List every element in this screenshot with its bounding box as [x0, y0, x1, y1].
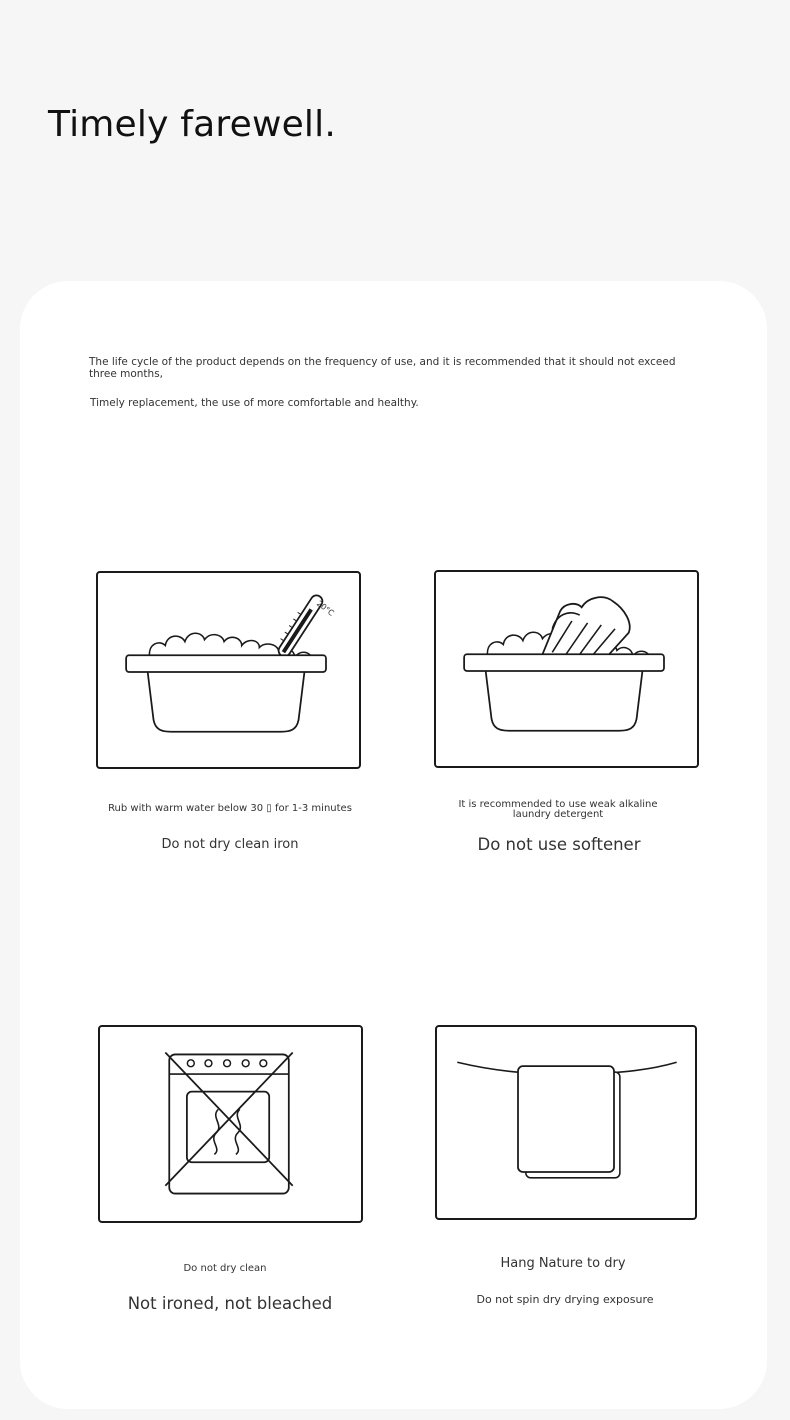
caption-do-not-use-softener: Do not use softener	[477, 835, 641, 854]
line-dry-icon	[435, 1025, 697, 1220]
caption-do-not-dry-clean: Do not dry clean	[183, 1263, 267, 1274]
basin-hand-wash-icon	[434, 570, 699, 768]
caption-do-not-spin-dry: Do not spin dry drying exposure	[476, 1293, 654, 1306]
intro-text-lifecycle: The life cycle of the product depends on the frequency of use, and it is recommended that it should not exceed three months,	[89, 356, 676, 380]
caption-detergent-recommendation: It is recommended to use weak alkaline laundry detergent	[458, 799, 658, 820]
thermometer-label: 20°C	[314, 598, 336, 618]
intro-text-replacement: Timely replacement, the use of more comfortable and healthy.	[90, 397, 419, 409]
page-title: Timely farewell.	[48, 104, 336, 145]
caption-wash-temperature: Rub with warm water below 30 ▯ for 1-3 minutes	[108, 803, 352, 814]
basin-thermometer-icon	[96, 571, 361, 769]
caption-hang-nature-to-dry: Hang Nature to dry	[500, 1256, 626, 1271]
info-card	[20, 281, 767, 1409]
no-dryer-icon	[98, 1025, 363, 1223]
caption-do-not-dry-clean-iron: Do not dry clean iron	[161, 837, 299, 852]
caption-not-ironed-not-bleached: Not ironed, not bleached	[127, 1294, 333, 1313]
